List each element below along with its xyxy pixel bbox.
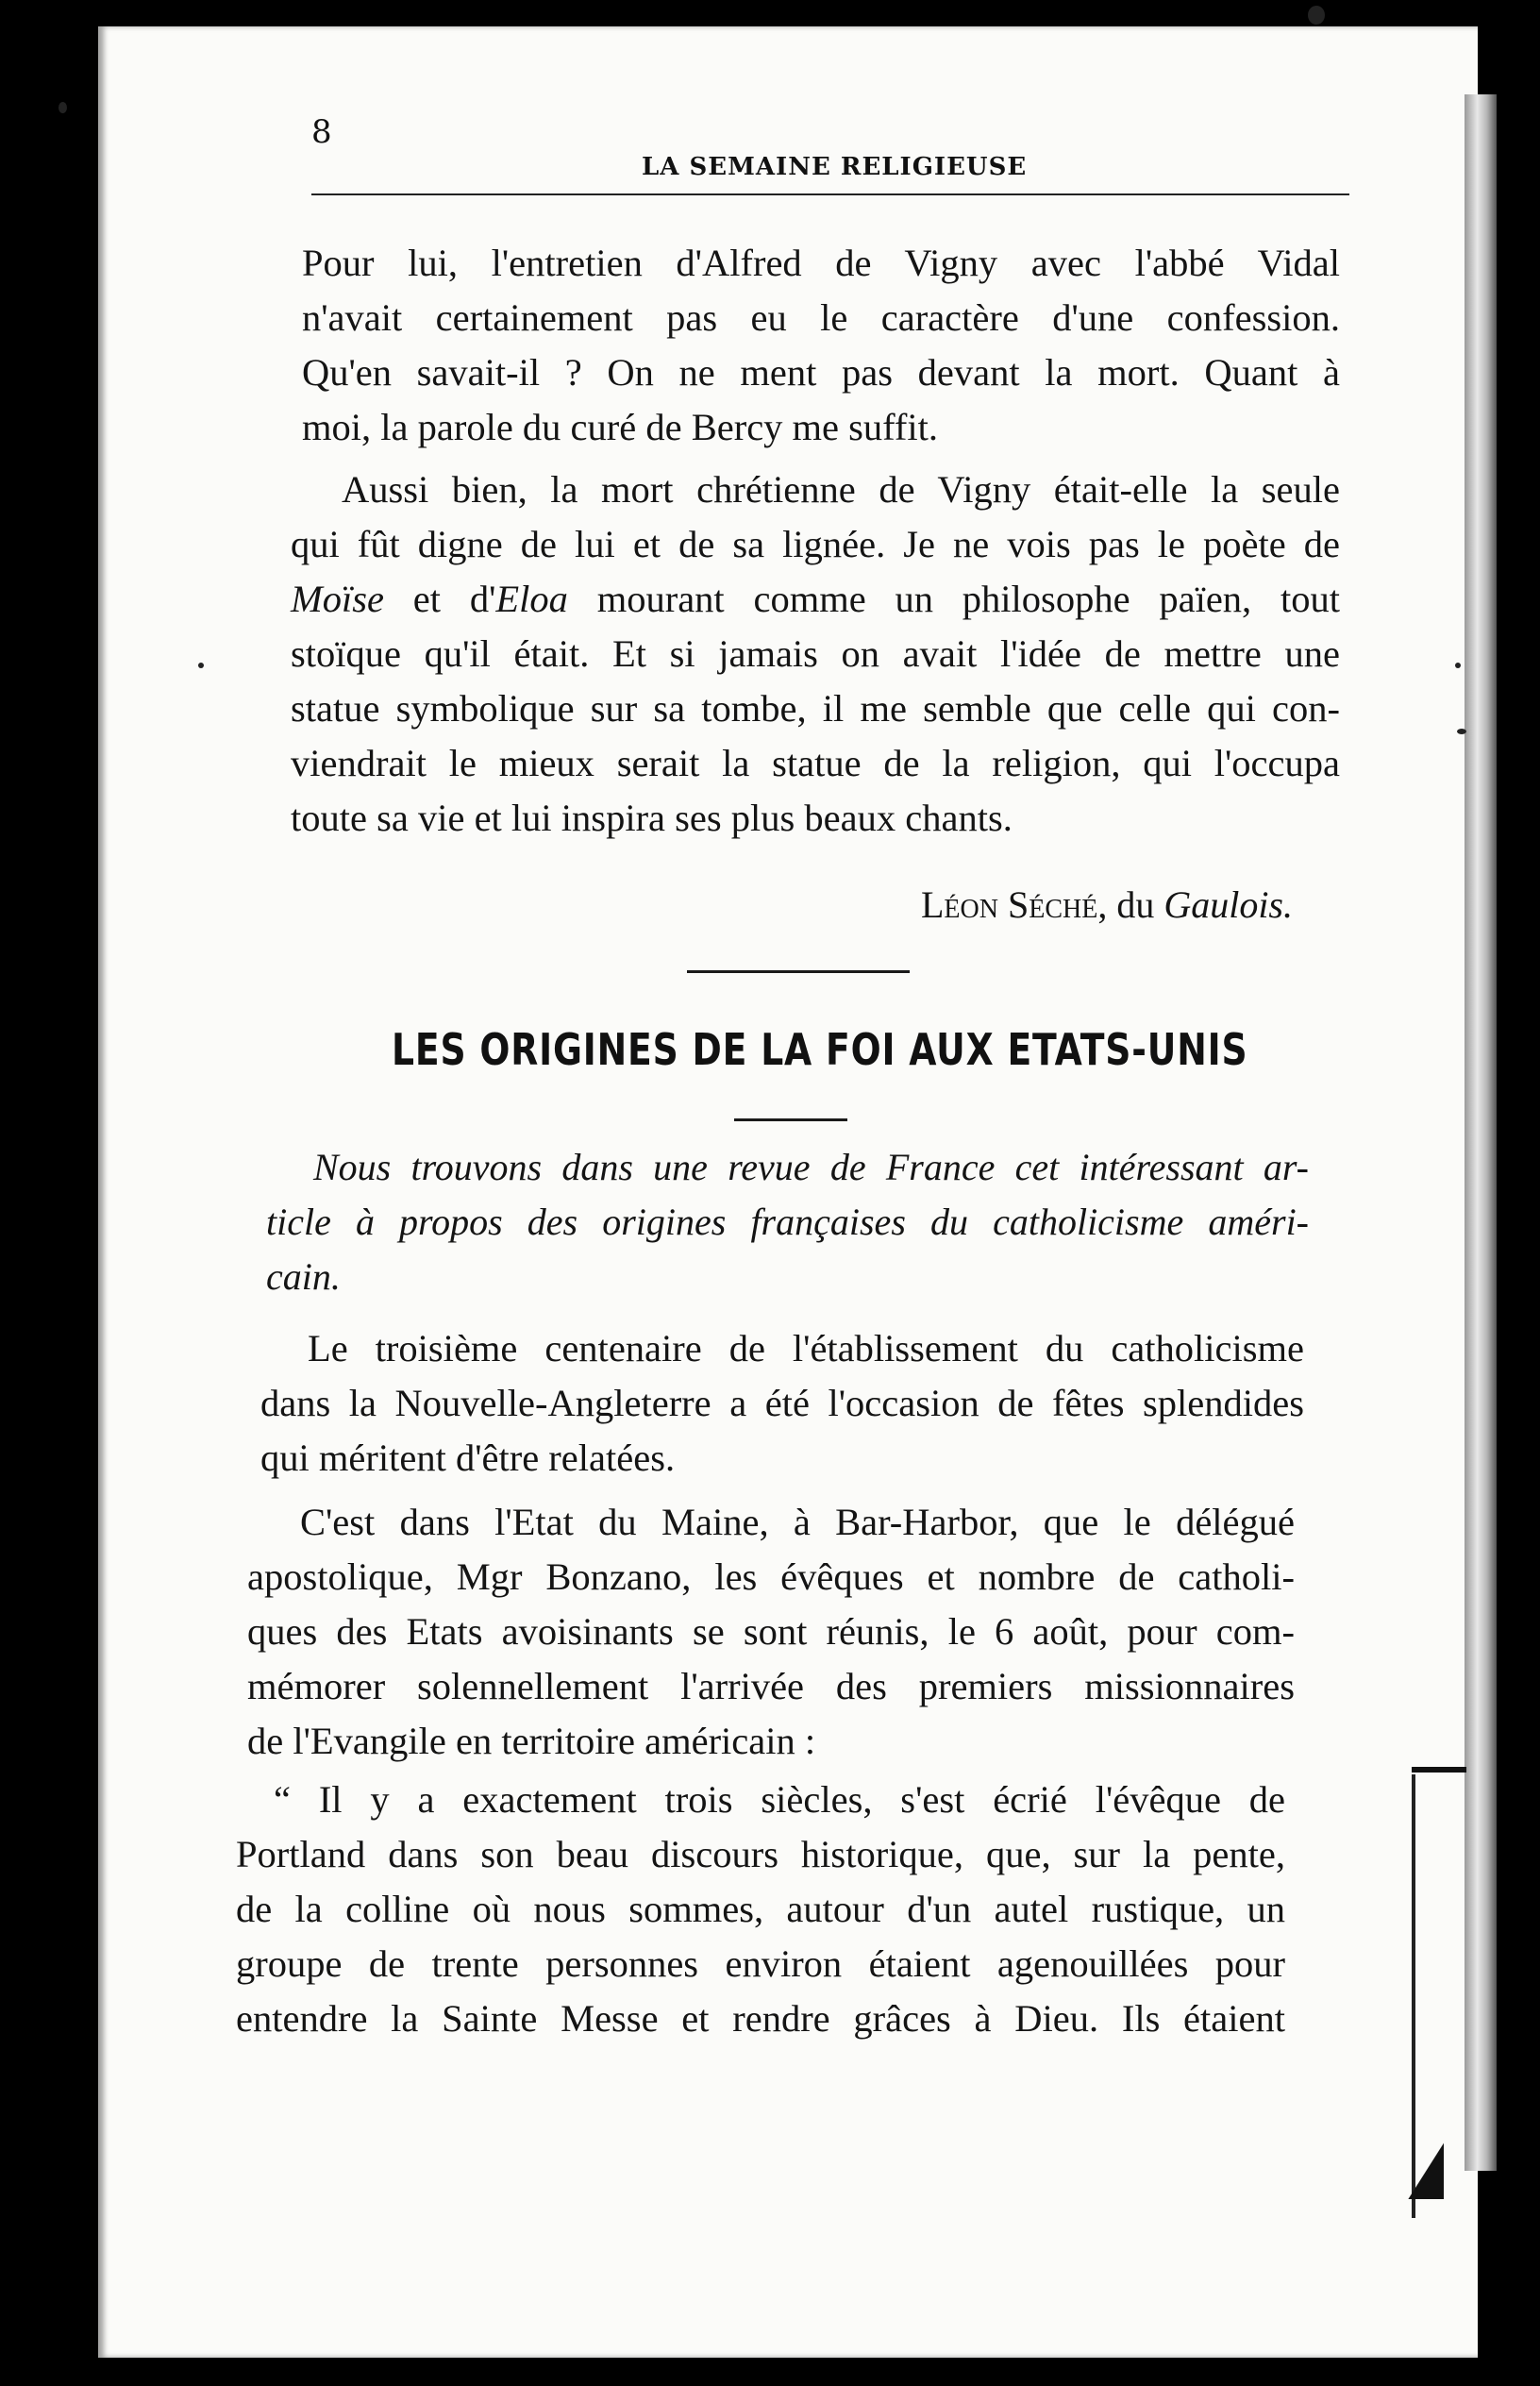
text-line: cain. (266, 1255, 341, 1298)
article-title: LES ORIGINES DE LA FOI AUX ETATS-UNIS (392, 1024, 1248, 1075)
text-line: viendrait le mieux serait la statue de la religion, qui l'occupa (291, 742, 1340, 784)
text-line: de la colline où nous sommes, autour d'un autel rustique, un (236, 1888, 1285, 1930)
page-edge-corner (1408, 2142, 1444, 2199)
text-line: qui méritent d'être relatées. (260, 1437, 676, 1479)
text-line (291, 572, 1340, 627)
scan-speck (1455, 663, 1461, 668)
article-paragraph-centenary (260, 1321, 1304, 1486)
scan-speck (59, 102, 67, 113)
work-title-moise: Moïse (291, 578, 384, 620)
text-line: qui fût digne de lui et de sa lignée. Je ne vois pas le poète de (291, 523, 1340, 565)
text-line: entendre la Sainte Messe et rendre grâces à Dieu. Ils étaient (236, 1997, 1285, 2040)
author-signature (783, 882, 1293, 927)
text-line: Aussi bien, la mort chrétienne de Vigny était-elle la seule (342, 468, 1340, 511)
scan-speck (1457, 729, 1466, 734)
author-name: Léon Séché (920, 883, 1098, 926)
text-fragment: mourant comme un philosophe païen, tout (567, 578, 1341, 620)
paragraph-christian-death (291, 462, 1340, 846)
text-line: apostolique, Mgr Bonzano, les évêques et nombre de catholi- (247, 1555, 1295, 1598)
text-line: n'avait certainement pas eu le caractère d'une confession. (302, 296, 1340, 339)
text-line: statue symbolique sur sa tombe, il me semble que celle qui con- (291, 687, 1340, 730)
article-paragraph-bar-harbor (247, 1495, 1295, 1769)
text-line: mémorer solennellement l'arrivée des premiers missionnaires (247, 1665, 1295, 1707)
section-separator (687, 970, 910, 973)
running-title: LA SEMAINE RELIGIEUSE (642, 153, 1028, 181)
page-number: 8 (311, 113, 332, 151)
text-line: Portland dans son beau discours historique, que, sur la pente, (236, 1833, 1285, 1875)
signature-connector: , du (1097, 883, 1164, 926)
article-paragraph-portland-speech (236, 1773, 1285, 2046)
text-line: toute sa vie et lui inspira ses plus beaux chants. (291, 797, 1013, 839)
text-line: Qu'en savait-il ? On ne ment pas devant la mort. Quant à (302, 351, 1340, 394)
text-line: Pour lui, l'entretien d'Alfred de Vigny avec l'abbé Vidal (302, 242, 1340, 284)
text-line: ticle à propos des origines françaises du catholicisme améri- (266, 1201, 1309, 1243)
title-underline (734, 1118, 847, 1121)
page-header (311, 113, 1349, 189)
text-line: groupe de trente personnes environ étaient agenouillées pour (236, 1942, 1285, 1985)
text-line: ques des Etats avoisinants se sont réunis, le 6 août, pour com- (247, 1610, 1295, 1653)
scan-border (0, 0, 104, 2386)
text-line: dans la Nouvelle-Angleterre a été l'occasion de fêtes splendides (260, 1382, 1304, 1424)
scan-speck (198, 663, 204, 668)
work-title-eloa: Eloa (495, 578, 568, 620)
text-line: “ Il y a exactement trois siècles, s'est écrié l'évêque de (274, 1778, 1285, 1821)
text-fragment: et d' (383, 578, 496, 620)
header-rule (311, 193, 1349, 195)
page-edge-tab (1412, 1767, 1466, 1773)
scan-speck (1308, 6, 1325, 25)
text-line: C'est dans l'Etat du Maine, à Bar-Harbor, que le délégué (300, 1501, 1295, 1543)
publication-name: Gaulois. (1163, 883, 1293, 926)
text-line: Le troisième centenaire de l'établissement du catholicisme (308, 1327, 1304, 1369)
paragraph-vigny-confession (302, 236, 1340, 455)
article-intro (266, 1140, 1309, 1304)
text-line: moi, la parole du curé de Bercy me suffit. (302, 406, 939, 448)
text-line: stoïque qu'il était. Et si jamais on avait l'idée de mettre une (291, 632, 1340, 675)
book-fore-edge (1465, 94, 1497, 2171)
text-line: Nous trouvons dans une revue de France cet intéressant ar- (313, 1146, 1309, 1188)
text-line: de l'Evangile en territoire américain : (247, 1720, 816, 1762)
